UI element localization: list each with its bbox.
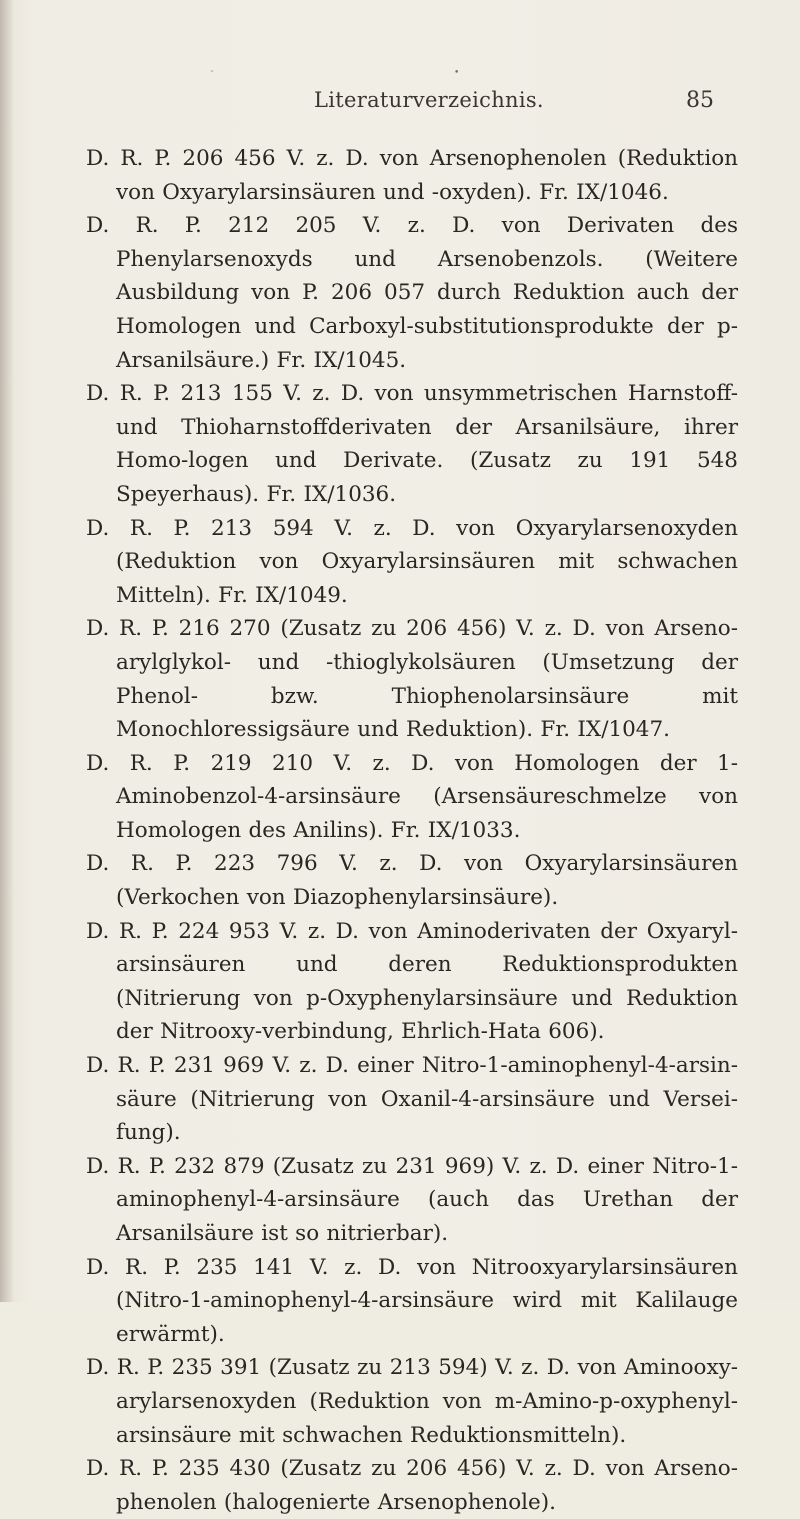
bibliography-entry: D. R. P. 223 796 V. z. D. von Oxyarylarsinsäuren (Verkochen von Diazophenylarsinsäure). [86,851,738,911]
bibliography-list [86,142,738,1519]
bibliography-entry: D. R. P. 235 391 (Zusatz zu 213 594) V. z. D. von Aminooxy-arylarsenoxyden (Reduktion von m-Amino-p-oxyphenyl-arsinsäure mit schwachen Reduktionsmitteln). [86,1355,738,1448]
bibliography-entry: D. R. P. 216 270 (Zusatz zu 206 456) V. z. D. von Arseno-arylglykol- und -thioglykolsäuren (Umsetzung der Phenol- bzw. Thiophenolarsinsäure mit Monochloressigsäure und Reduktion). Fr. IX/1047. [86,616,738,743]
page-edge-shadow [0,0,14,1302]
print-speck: • [454,68,460,78]
print-speck: ˜ [210,70,214,79]
bibliography-entry: D. R. P. 206 456 V. z. D. von Arsenophenolen (Reduktion von Oxyarylarsinsäuren und -oxyden). Fr. IX/1046. [86,146,738,205]
bibliography-entry: D. R. P. 232 879 (Zusatz zu 231 969) V. z. D. einer Nitro-1-aminophenyl-4-arsinsäure (auch das Urethan der Arsanilsäure ist so nitrierbar). [86,1153,738,1246]
running-title: Literaturverzeichnis. [314,88,544,112]
page-number: 85 [686,88,714,113]
bibliography-entry: D. R. P. 219 210 V. z. D. von Homologen der 1-Aminobenzol-4-arsinsäure (Arsensäureschmelze von Homologen des Anilins). Fr. IX/1033. [86,750,738,843]
bibliography-entry: D. R. P. 235 141 V. z. D. von Nitrooxyarylarsinsäuren (Nitro-1-aminophenyl-4-arsinsäure wird mit Kalilauge erwärmt). [86,1254,738,1347]
bibliography-entry: D. R. P. 235 430 (Zusatz zu 206 456) V. z. D. von Arseno-phenolen (halogenierte Arsenophenole). [86,1456,738,1515]
bibliography-entry: D. R. P. 213 594 V. z. D. von Oxyarylarsenoxyden (Reduktion von Oxyarylarsinsäuren mit schwachen Mitteln). Fr. IX/1049. [86,515,738,608]
bibliography-entry: D. R. P. 224 953 V. z. D. von Aminoderivaten der Oxyaryl-arsinsäuren und deren Reduktionsprodukten (Nitrierung von p-Oxyphenylarsinsäure und Reduktion der Nitrooxy-verbindung, Ehrlich-Hata 606). [86,918,738,1045]
bibliography-entry: D. R. P. 212 205 V. z. D. von Derivaten des Phenylarsenoxyds und Arsenobenzols. (Weitere Ausbildung von P. 206 057 durch Reduktion auch der Homologen und Carboxyl-substitutionsprodukte der p-Arsanilsäure.) Fr. IX/1045. [86,213,738,373]
page-header [314,88,714,118]
bibliography-entry: D. R. P. 213 155 V. z. D. von unsymmetrischen Harnstoff- und Thioharnstoffderivaten der Arsanilsäure, ihrer Homo-logen und Derivate. (Zusatz zu 191 548 Speyerhaus). Fr. IX/1036. [86,381,738,507]
bibliography-entry: D. R. P. 231 969 V. z. D. einer Nitro-1-aminophenyl-4-arsin-säure (Nitrierung von Oxanil-4-arsinsäure und Versei-fung). [86,1053,738,1146]
